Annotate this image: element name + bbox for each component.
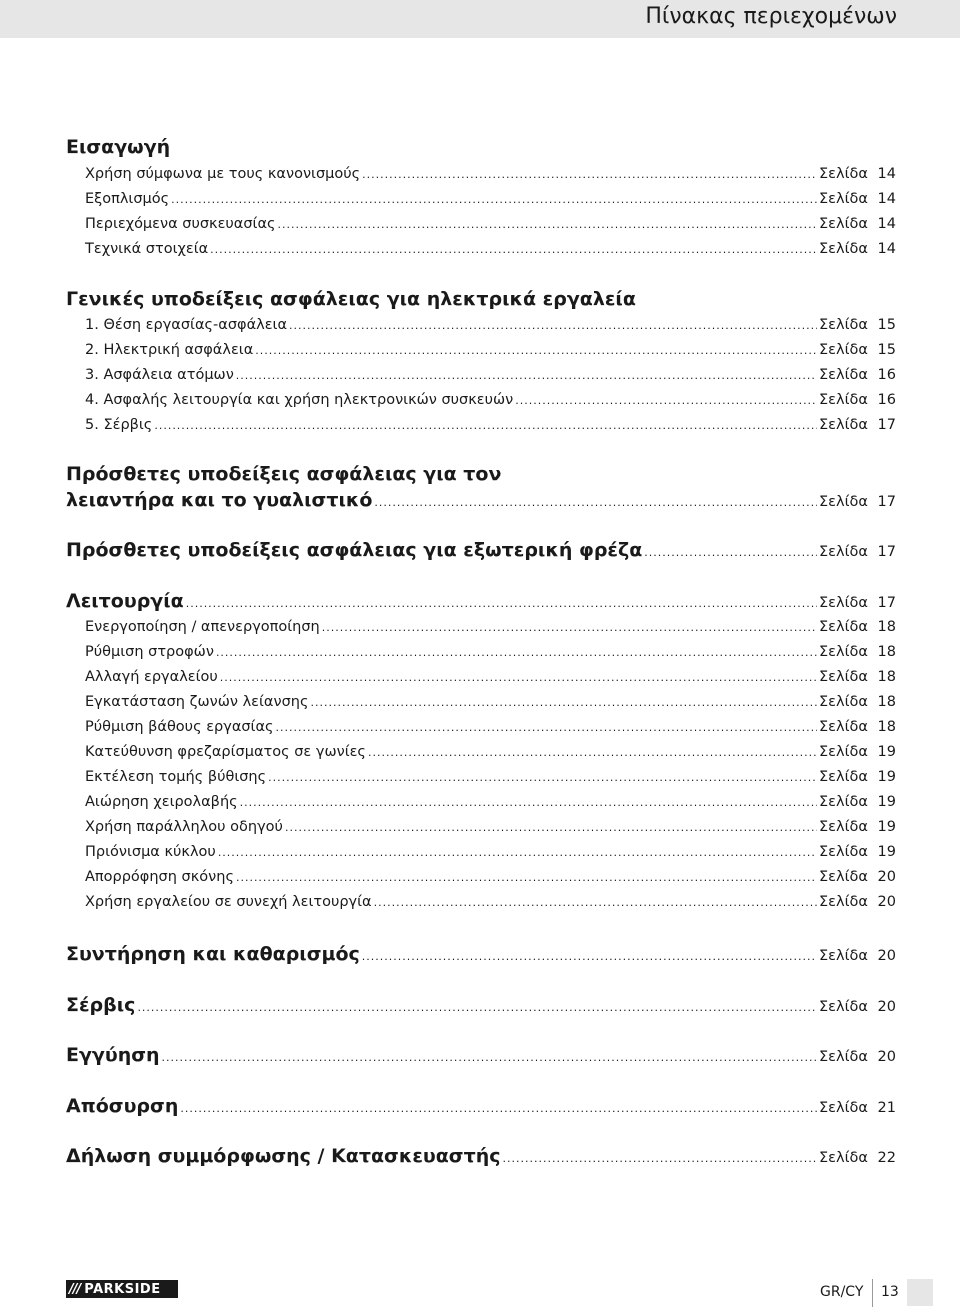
leader-dots — [236, 369, 817, 382]
footer-divider — [872, 1279, 873, 1307]
toc-heading-intro[interactable]: Εισαγωγή — [66, 136, 171, 158]
leader-dots — [236, 871, 817, 884]
leader-dots — [216, 646, 817, 659]
toc-item[interactable]: 4. Ασφαλής λειτουργία και χρήση ηλεκτρονικών συσκευών ..... Σελίδα 16 — [85, 392, 896, 412]
toc-heading-safety[interactable]: Γενικές υποδείξεις ασφάλειας για ηλεκτρικά εργαλεία — [66, 288, 636, 310]
toc-item-router[interactable]: Πρόσθετες υποδείξεις ασφάλειας για εξωτερική φρέζα ..... Σελίδα 17 — [66, 539, 896, 565]
logo-brand: PARKSIDE — [84, 1281, 161, 1297]
toc-item-disposal[interactable]: Απόσυρση ..... Σελίδα 21 — [66, 1095, 896, 1121]
leader-dots — [171, 193, 817, 206]
leader-dots — [503, 1152, 818, 1165]
footer-tab-marker — [907, 1279, 933, 1306]
toc-item[interactable]: Πριόνισμα κύκλου ..... Σελίδα 19 — [85, 844, 896, 864]
toc-item[interactable]: Εγκατάσταση ζωνών λείανσης ..... Σελίδα 18 — [85, 694, 896, 714]
brand-logo — [66, 1280, 178, 1298]
leader-dots — [278, 218, 817, 231]
leader-dots — [276, 721, 817, 734]
toc-item[interactable]: Αιώρηση χειρολαβής ..... Σελίδα 19 — [85, 794, 896, 814]
toc-item[interactable]: 1. Θέση εργασίας-ασφάλεια ..... Σελίδα 15 — [85, 317, 896, 337]
leader-dots — [368, 746, 817, 759]
leader-dots — [362, 950, 817, 963]
toc-item[interactable]: Χρήση παράλληλου οδηγού ..... Σελίδα 19 — [85, 819, 896, 839]
toc-item[interactable]: Χρήση σύμφωνα με τους κανονισμούς ..... Σελίδα 14 — [85, 166, 896, 186]
toc-item[interactable]: Εκτέλεση τομής βύθισης ..... Σελίδα 19 — [85, 769, 896, 789]
toc-item-warranty[interactable]: Εγγύηση ..... Σελίδα 20 — [66, 1044, 896, 1070]
toc-item[interactable]: 3. Ασφάλεια ατόμων ..... Σελίδα 16 — [85, 367, 896, 387]
logo-stripes: /// — [69, 1281, 81, 1297]
leader-dots — [240, 796, 817, 809]
toc-item[interactable]: Εξοπλισμός ..... Σελίδα 14 — [85, 191, 896, 211]
toc-item[interactable]: Ρύθμιση στροφών ..... Σελίδα 18 — [85, 644, 896, 664]
toc-item-operation[interactable]: Λειτουργία ..... Σελίδα 17 — [66, 590, 896, 616]
leader-dots — [515, 394, 817, 407]
leader-dots — [210, 243, 817, 256]
leader-dots — [137, 1001, 817, 1014]
leader-dots — [362, 168, 817, 181]
leader-dots — [285, 821, 817, 834]
toc-item-declaration[interactable]: Δήλωση συμμόρφωσης / Κατασκευαστής ..... Σελίδα 22 — [66, 1145, 896, 1171]
leader-dots — [255, 344, 817, 357]
leader-dots — [644, 546, 817, 559]
page-number: 13 — [881, 1284, 899, 1300]
toc-item[interactable]: Χρήση εργαλείου σε συνεχή λειτουργία ..... Σελίδα 20 — [85, 894, 896, 914]
language-code: GR/CY — [820, 1284, 864, 1300]
page-title: Πίνακας περιεχομένων — [645, 4, 897, 29]
leader-dots — [268, 771, 817, 784]
leader-dots — [310, 696, 817, 709]
leader-dots — [322, 621, 817, 634]
leader-dots — [218, 846, 817, 859]
toc-item[interactable]: Ενεργοποίηση / απενεργοποίηση ..... Σελίδα 18 — [85, 619, 896, 639]
toc-item[interactable]: Απορρόφηση σκόνης ..... Σελίδα 20 — [85, 869, 896, 889]
leader-dots — [186, 597, 817, 610]
toc-item-sander[interactable]: λειαντήρα και το γυαλιστικό ..... Σελίδα 17 — [66, 489, 896, 515]
toc-item[interactable]: 2. Ηλεκτρική ασφάλεια ..... Σελίδα 15 — [85, 342, 896, 362]
leader-dots — [220, 671, 817, 684]
leader-dots — [154, 419, 817, 432]
leader-dots — [374, 496, 817, 509]
toc-item[interactable]: Αλλαγή εργαλείου ..... Σελίδα 18 — [85, 669, 896, 689]
toc-item[interactable]: Τεχνικά στοιχεία ..... Σελίδα 14 — [85, 241, 896, 261]
toc-heading-sander-line1[interactable]: Πρόσθετες υποδείξεις ασφάλειας για τον — [66, 463, 502, 485]
toc-item[interactable]: Ρύθμιση βάθους εργασίας ..... Σελίδα 18 — [85, 719, 896, 739]
toc-item[interactable]: Κατεύθυνση φρεζαρίσματος σε γωνίες ..... Σελίδα 19 — [85, 744, 896, 764]
toc-item[interactable]: Περιεχόμενα συσκευασίας ..... Σελίδα 14 — [85, 216, 896, 236]
toc-item-service[interactable]: Σέρβις ..... Σελίδα 20 — [66, 994, 896, 1020]
toc-item[interactable]: 5. Σέρβις ..... Σελίδα 17 — [85, 417, 896, 437]
toc-item-maintenance[interactable]: Συντήρηση και καθαρισμός ..... Σελίδα 20 — [66, 943, 896, 969]
leader-dots — [162, 1051, 817, 1064]
leader-dots — [180, 1102, 817, 1115]
leader-dots — [289, 319, 817, 332]
leader-dots — [374, 896, 817, 909]
